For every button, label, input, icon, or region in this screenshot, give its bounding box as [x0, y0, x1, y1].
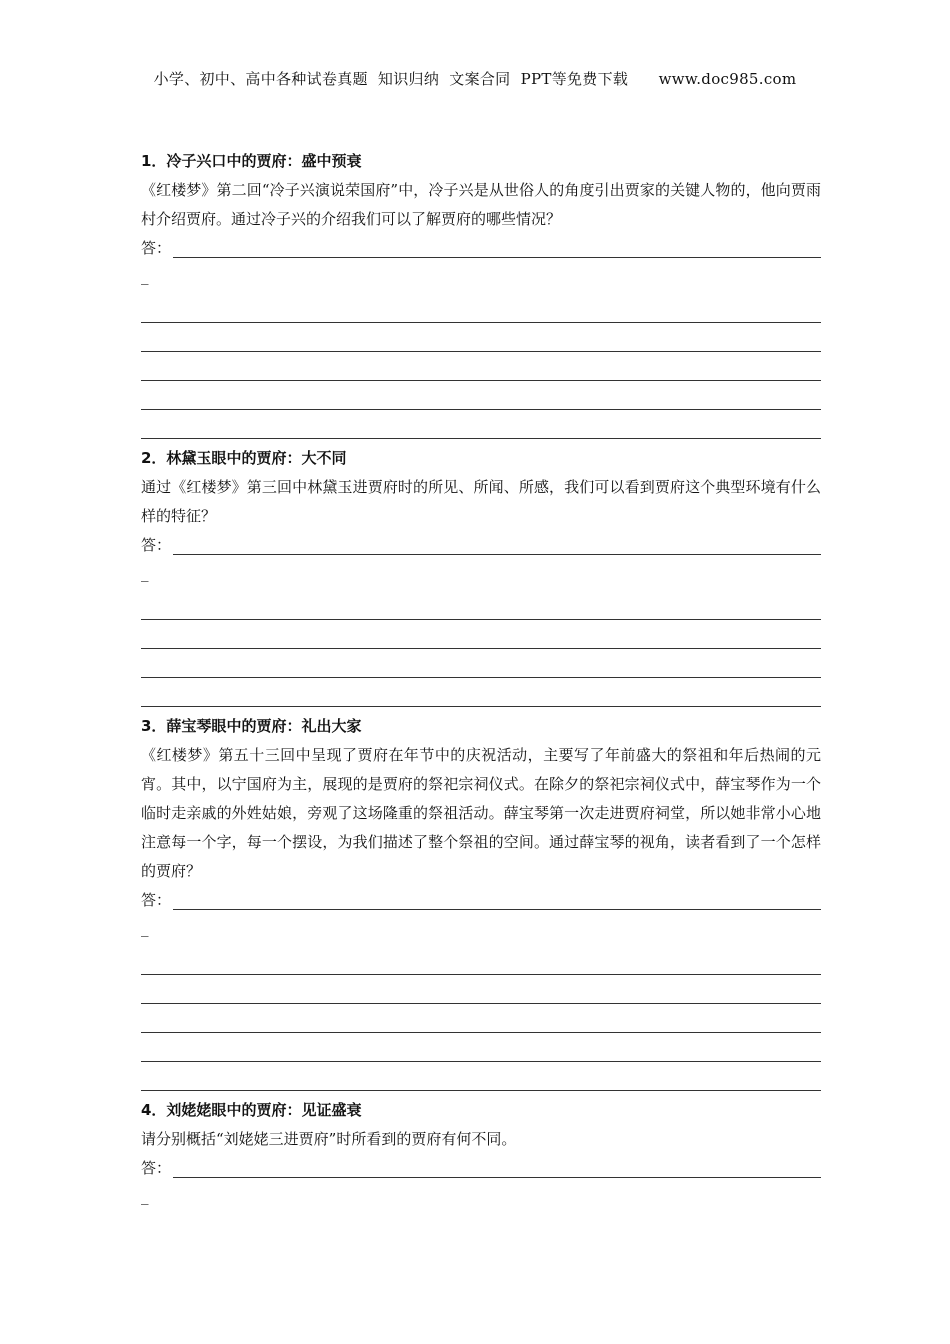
answer-line[interactable] [141, 410, 821, 439]
answer-line[interactable] [141, 946, 821, 975]
answer-line[interactable] [141, 323, 821, 352]
line-continuation: _ [141, 564, 149, 582]
answer-line[interactable] [141, 1004, 821, 1033]
question-4 [141, 1099, 821, 1214]
answer-line[interactable] [141, 1062, 821, 1091]
answer-line[interactable] [141, 975, 821, 1004]
answer-label: 答： [141, 891, 172, 909]
question-1-text: 《红楼梦》第二回“冷子兴演说荣国府”中，冷子兴是从世俗人的角度引出贾家的关键人物的，他向贾雨村介绍贾府。通过冷子兴的介绍我们可以了解贾府的哪些情况？ [141, 181, 821, 228]
answer-line[interactable] [141, 591, 821, 620]
answer-row [141, 1154, 821, 1178]
answer-line[interactable] [173, 242, 821, 258]
answer-label: 答： [141, 1159, 172, 1177]
question-3-title: 3．薛宝琴眼中的贾府：礼出大家 [141, 717, 362, 735]
line-continuation: _ [141, 1187, 149, 1205]
answer-label: 答： [141, 536, 172, 554]
question-4-text: 请分别概括“刘姥姥三进贾府”时所看到的贾府有何不同。 [141, 1130, 517, 1148]
answer-line[interactable] [141, 678, 821, 707]
answer-line[interactable] [173, 1162, 821, 1178]
answer-line[interactable] [141, 620, 821, 649]
answer-line[interactable] [141, 294, 821, 323]
answer-line[interactable] [173, 539, 821, 555]
question-3-text: 《红楼梦》第五十三回中呈现了贾府在年节中的庆祝活动，主要写了年前盛大的祭祖和年后热闹的元宵。其中，以宁国府为主，展现的是贾府的祭祀宗祠仪式。在除夕的祭祀宗祠仪式中，薛宝琴作为一个临时走亲戚的外姓姑娘，旁观了这场隆重的祭祖活动。薛宝琴第一次走进贾府祠堂，所以她非常小心地注意每一个字，每一个摆设，为我们描述了整个祭祖的空间。通过薛宝琴的视角，读者看到了一个怎样的贾府？ [141, 746, 821, 880]
answer-line[interactable] [141, 352, 821, 381]
question-4-title: 4．刘姥姥眼中的贾府：见证盛衰 [141, 1101, 362, 1119]
page-header: 小学、初中、高中各种试卷真题 知识归纳 文案合同 PPT等免费下载 www.doc985.com [153, 70, 797, 88]
answer-line[interactable] [141, 649, 821, 678]
answer-row [141, 886, 821, 910]
answer-label: 答： [141, 239, 172, 257]
question-3 [141, 715, 821, 1091]
question-2-title: 2．林黛玉眼中的贾府：大不同 [141, 449, 347, 467]
line-continuation: _ [141, 919, 149, 937]
line-continuation: _ [141, 267, 149, 285]
question-2-text: 通过《红楼梦》第三回中林黛玉进贾府时的所见、所闻、所感，我们可以看到贾府这个典型环境有什么样的特征？ [141, 478, 821, 525]
answer-line[interactable] [173, 894, 821, 910]
answer-row [141, 234, 821, 258]
question-2 [141, 447, 821, 707]
worksheet-content [141, 150, 821, 1214]
answer-line[interactable] [141, 381, 821, 410]
question-1 [141, 150, 821, 439]
answer-row [141, 531, 821, 555]
answer-line[interactable] [141, 1033, 821, 1062]
question-1-title: 1．冷子兴口中的贾府：盛中预衰 [141, 152, 362, 170]
